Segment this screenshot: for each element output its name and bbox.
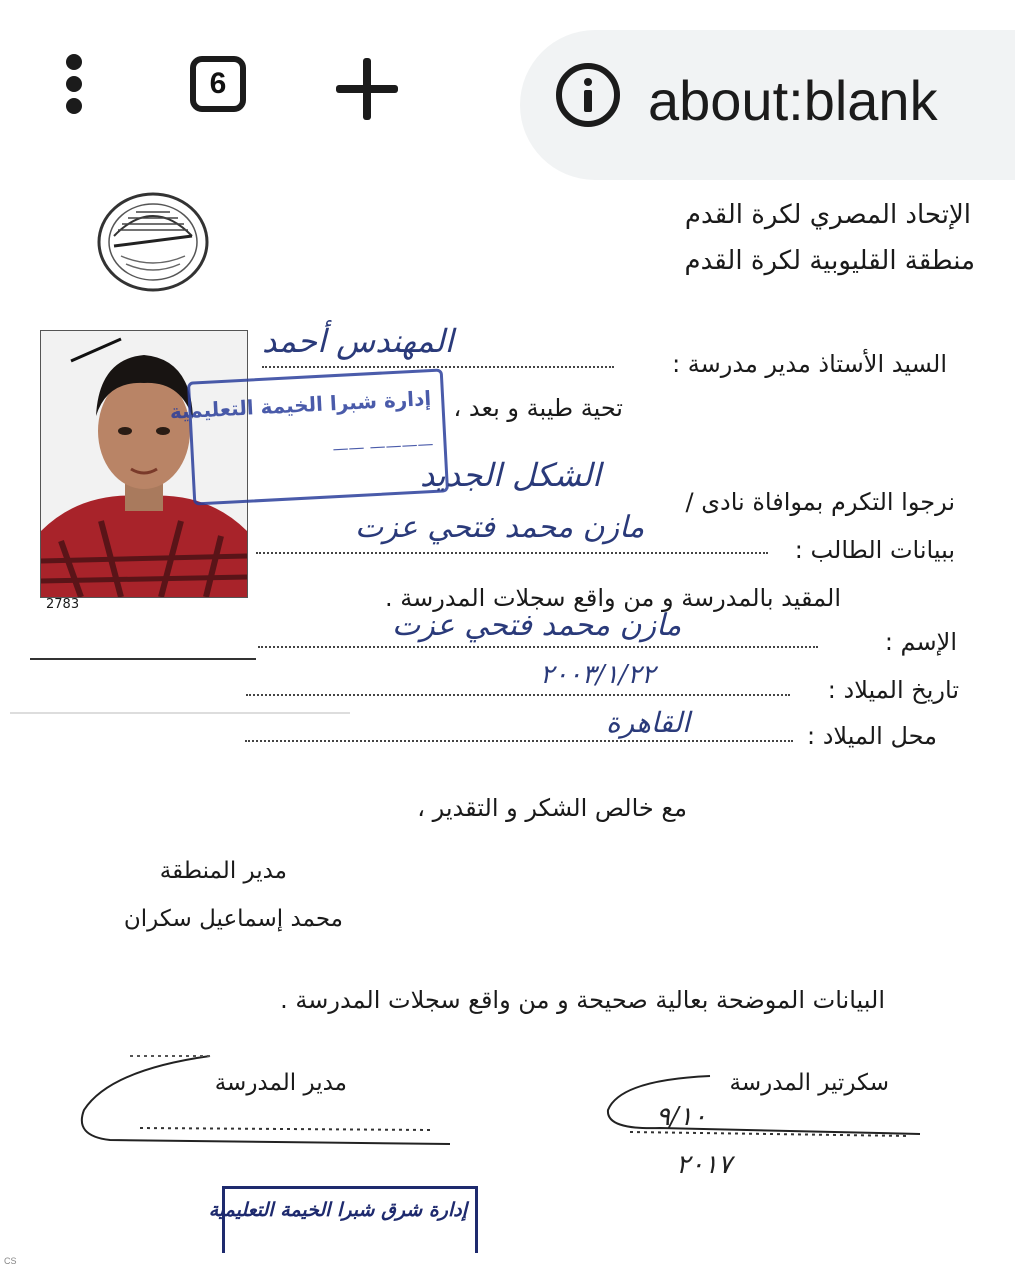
- secretary-year-handwriting: ٢٠١٧: [676, 1150, 732, 1180]
- student-data-label: ببيانات الطالب :: [794, 536, 955, 564]
- student-data-dotted-line: [256, 552, 768, 554]
- org-name: الإتحاد المصري لكرة القدم: [684, 200, 971, 230]
- federation-emblem-icon: [96, 190, 210, 294]
- new-tab-icon[interactable]: [336, 58, 398, 120]
- birth-date-label: تاريخ الميلاد :: [827, 676, 959, 704]
- birth-place-dotted-line: [245, 740, 793, 742]
- tab-switcher-button[interactable]: 6: [190, 56, 246, 112]
- request-label: نرجوا التكرم بموافاة نادى /: [685, 488, 955, 516]
- browser-toolbar: [0, 0, 1015, 180]
- birth-date-handwriting: ٢٠٠٣/١/٢٢: [540, 660, 656, 690]
- camscanner-watermark: CS: [4, 1256, 17, 1266]
- name-handwriting: مازن محمد فتحي عزت: [392, 608, 682, 643]
- student-handwriting: مازن محمد فتحي عزت: [355, 510, 645, 545]
- secretary-date-handwriting: ٩/١٠: [656, 1102, 707, 1132]
- birth-place-label: محل الميلاد :: [807, 722, 937, 750]
- school-handwriting: المهندس أحمد: [262, 322, 454, 360]
- region-manager-title: مدير المنطقة: [159, 858, 287, 884]
- club-handwriting: الشكل الجديد: [420, 456, 602, 494]
- enrolled-line: المقيد بالمدرسة و من واقع سجلات المدرسة .: [385, 584, 841, 612]
- thanks-line: مع خالص الشكر و التقدير ،: [417, 794, 687, 822]
- secretary-signature: [600, 1070, 930, 1160]
- addressee-dotted-line: [262, 366, 614, 368]
- manager-signature: [70, 1050, 460, 1160]
- addressee-label: السيد الأستاذ مدير مدرسة :: [672, 350, 947, 378]
- region-manager-name: محمد إسماعيل سكران: [123, 906, 343, 932]
- photo-number: 2783: [46, 597, 80, 612]
- region-name: منطقة القليوبية لكرة القدم: [684, 246, 975, 276]
- school-secretary-label: سكرتير المدرسة: [729, 1070, 889, 1096]
- greeting: تحية طيبة و بعد ،: [453, 394, 623, 422]
- name-dotted-line: [258, 646, 818, 648]
- school-manager-label: مدير المدرسة: [214, 1070, 347, 1096]
- school-stamp: إدارة شبرا الخيمة التعليمية ———— ——: [187, 368, 449, 505]
- certification-line: البيانات الموضحة بعالية صحيحة و من واقع سجلات المدرسة .: [280, 986, 885, 1014]
- rule-under-photo: [30, 658, 256, 660]
- bottom-stamp: إدارة شرق شبرا الخيمة التعليمية: [222, 1186, 478, 1253]
- name-label: الإسم :: [884, 628, 957, 656]
- url-text[interactable]: about:blank: [648, 69, 938, 132]
- more-vert-icon[interactable]: [50, 50, 100, 120]
- info-icon[interactable]: [556, 63, 620, 127]
- birth-date-dotted-line: [246, 694, 790, 696]
- birth-place-handwriting: القاهرة: [606, 706, 690, 739]
- scan-fold-line: [10, 712, 350, 714]
